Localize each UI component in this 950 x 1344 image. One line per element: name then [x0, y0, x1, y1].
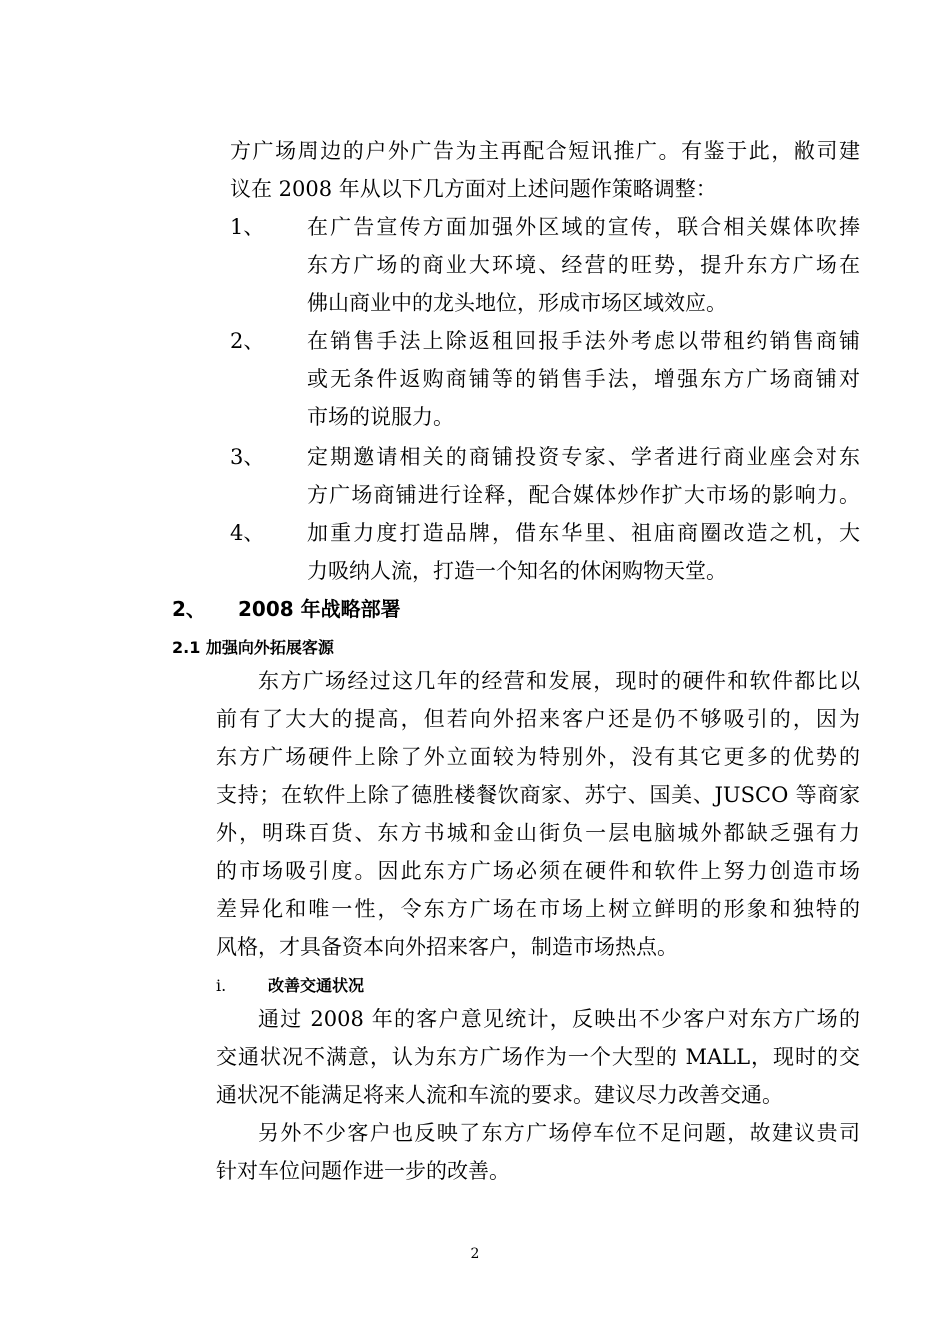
paragraph-line: 东方广场硬件上除了外立面较为特别外，没有其它更多的优势的: [216, 745, 860, 769]
list-item-number: 3、: [230, 445, 265, 469]
list-item-line: 佛山商业中的龙头地位，形成市场区域效应。: [307, 291, 727, 315]
paragraph-line: 风格，才具备资本向外招来客户，制造市场热点。: [216, 935, 678, 959]
paragraph-line: 的市场吸引度。因此东方广场必须在硬件和软件上努力创造市场: [216, 859, 860, 883]
intro-line-2: 议在 2008 年从以下几方面对上述问题作策略调整：: [230, 177, 717, 201]
list-item-line: 东方广场的商业大环境、经营的旺势，提升东方广场在: [307, 253, 860, 277]
paragraph-line: 前有了大大的提高，但若向外招来客户还是仍不够吸引的，因为: [216, 707, 860, 731]
subsection-heading: 2.1 加强向外拓展客源: [172, 638, 334, 657]
list-item-line: 方广场商铺进行诠释，配合媒体炒作扩大市场的影响力。: [307, 483, 860, 507]
section-number: 2、: [172, 597, 206, 621]
section-heading: 2008 年战略部署: [238, 597, 401, 621]
list-item-number: 4、: [230, 521, 265, 545]
list-item-line: 力吸纳人流，打造一个知名的休闲购物天堂。: [307, 559, 727, 583]
paragraph-line: 交通状况不满意，认为东方广场作为一个大型的 MALL，现时的交: [216, 1045, 860, 1069]
page-number: 2: [470, 1246, 480, 1262]
list-item-line: 加重力度打造品牌，借东华里、祖庙商圈改造之机，大: [307, 521, 860, 545]
paragraph-line: 支持；在软件上除了德胜楼餐饮商家、苏宁、国美、JUSCO 等商家: [216, 783, 860, 807]
intro-line-1: 方广场周边的户外广告为主再配合短讯推广。有鉴于此，敝司建: [230, 139, 860, 163]
subsection-heading: 改善交通状况: [268, 976, 365, 995]
list-item-line: 或无条件返购商铺等的销售手法，增强东方广场商铺对: [307, 367, 860, 391]
list-item-line: 在广告宣传方面加强外区域的宣传，联合相关媒体吹捧: [307, 215, 860, 239]
list-item-line: 市场的说服力。: [307, 405, 454, 429]
paragraph-line: 差异化和唯一性，令东方广场在市场上树立鲜明的形象和独特的: [216, 897, 860, 921]
paragraph-line: 针对车位问题作进一步的改善。: [216, 1159, 510, 1183]
subsection-number: i.: [216, 976, 227, 995]
list-item-number: 1、: [230, 215, 265, 239]
paragraph-line: 外，明珠百货、东方书城和金山街负一层电脑城外都缺乏强有力: [216, 821, 860, 845]
list-item-number: 2、: [230, 329, 265, 353]
paragraph-line: 另外不少客户也反映了东方广场停车位不足问题，故建议贵司: [258, 1121, 860, 1145]
paragraph-line: 东方广场经过这几年的经营和发展，现时的硬件和软件都比以: [258, 669, 860, 693]
list-item-line: 在销售手法上除返租回报手法外考虑以带租约销售商铺: [307, 329, 860, 353]
list-item-line: 定期邀请相关的商铺投资专家、学者进行商业座会对东: [307, 445, 860, 469]
paragraph-line: 通状况不能满足将来人流和车流的要求。建议尽力改善交通。: [216, 1083, 783, 1107]
paragraph-line: 通过 2008 年的客户意见统计，反映出不少客户对东方广场的: [258, 1007, 860, 1031]
